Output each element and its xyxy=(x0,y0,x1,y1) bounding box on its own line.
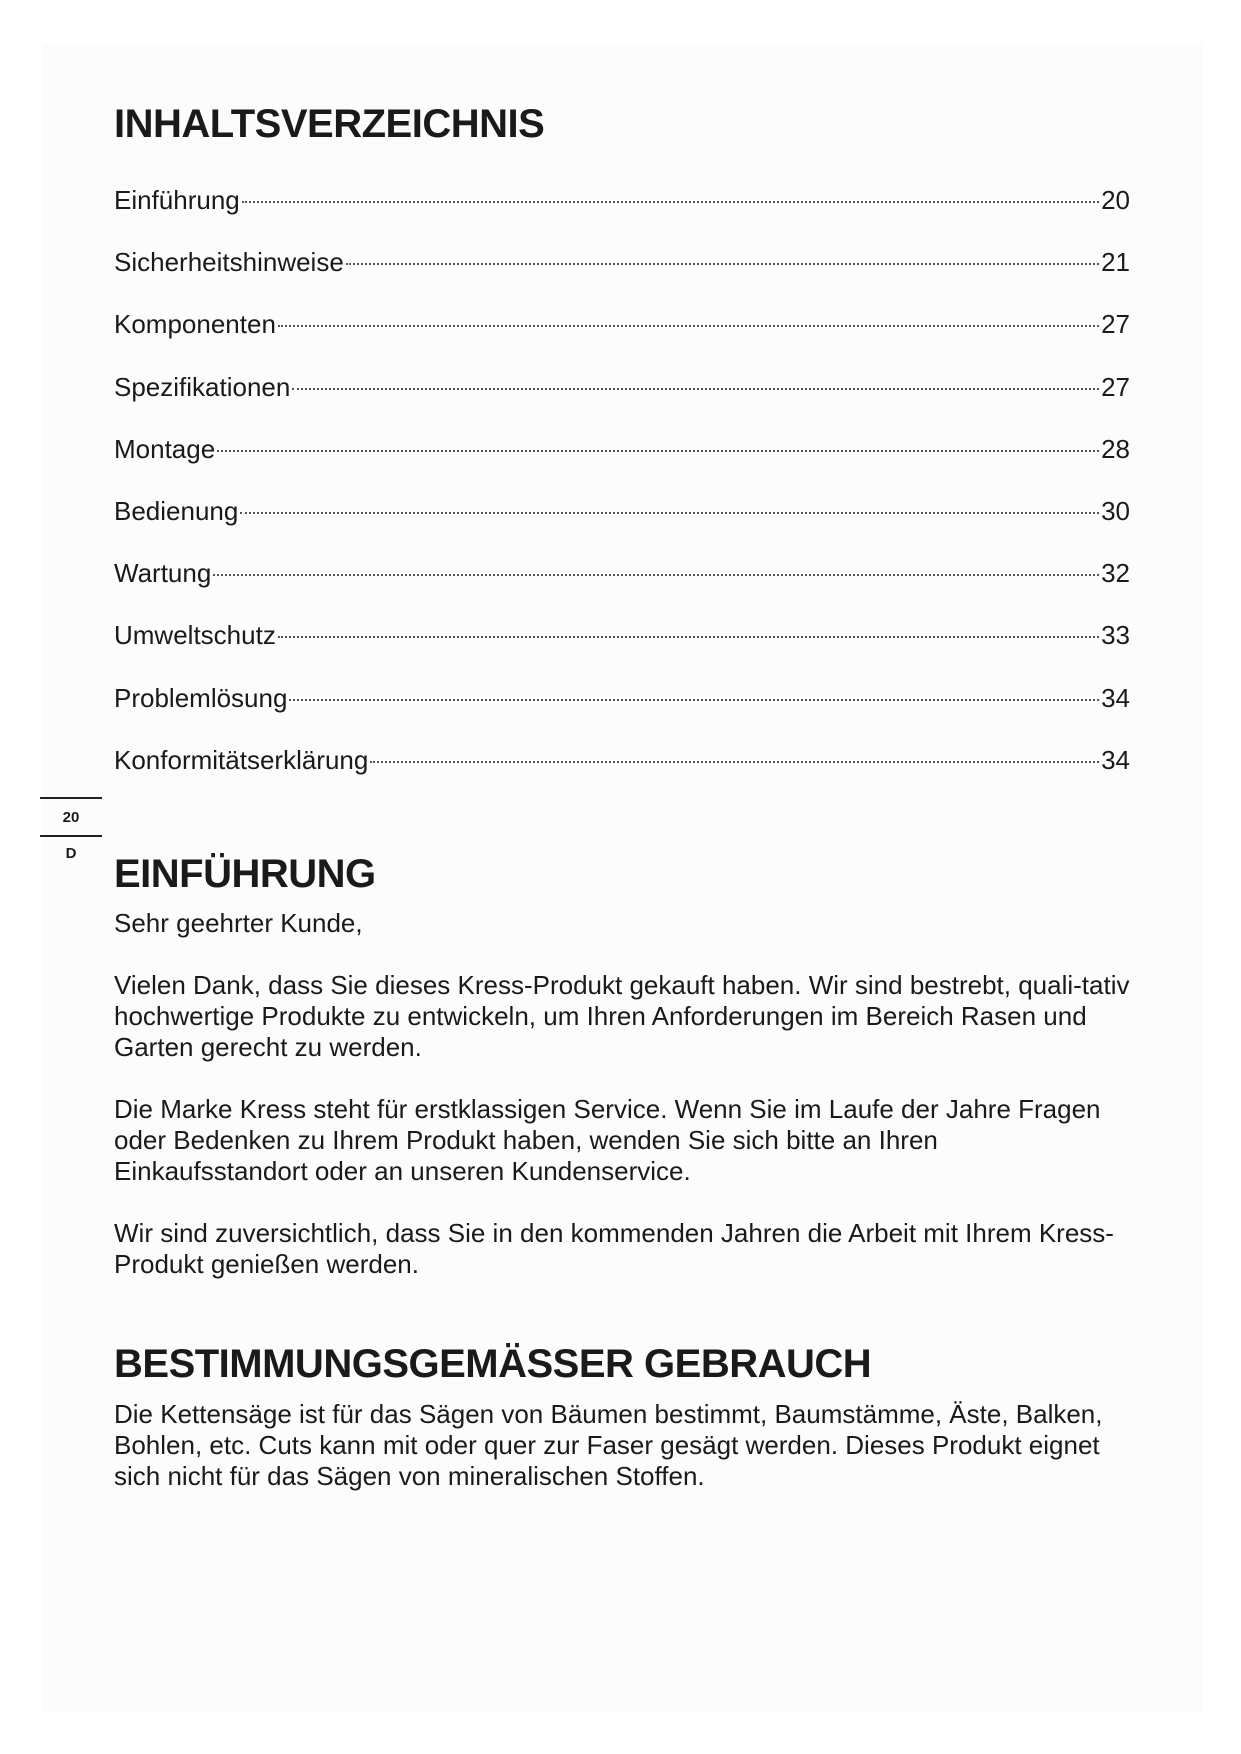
toc-entry[interactable] xyxy=(114,367,1130,429)
toc-leader-dots xyxy=(217,450,1099,452)
toc-entry-page: 34 xyxy=(1101,744,1130,775)
page-number: 20 xyxy=(62,809,80,826)
intro-paragraph: Die Marke Kress steht für erstklassigen Service. Wenn Sie im Laufe der Jahre Fragen oder Bedenken zu Ihrem Produkt haben, wenden Sie sich bitte an Ihren Einkaufsstandort oder an unseren Kundenservice. xyxy=(114,1094,1101,1186)
toc-entry-page: 32 xyxy=(1101,558,1130,589)
toc-entry[interactable] xyxy=(114,740,1130,802)
toc-entry-page: 28 xyxy=(1101,433,1130,464)
intended-use-paragraph: Die Kettensäge ist für das Sägen von Bäumen bestimmt, Baumstämme, Äste, Balken, Bohlen, etc. Cuts kann mit oder quer zur Faser gesägt werden. Dieses Produkt eignet sich nicht für das Sägen von mineralischen Stoffen. xyxy=(114,1399,1103,1491)
toc-entry-label: Wartung xyxy=(114,558,212,589)
toc-entry[interactable] xyxy=(114,429,1130,491)
toc-entry-page: 33 xyxy=(1101,620,1130,651)
toc-entry[interactable] xyxy=(114,180,1130,242)
intro-paragraph: Wir sind zuversichtlich, dass Sie in den kommenden Jahren die Arbeit mit Ihrem Kress-Produkt genießen werden. xyxy=(114,1218,1114,1279)
intro-heading: EINFÜHRUNG xyxy=(114,852,376,896)
page-marker xyxy=(40,797,102,862)
toc-entry-label: Komponenten xyxy=(114,309,276,340)
toc-leader-dots xyxy=(213,574,1099,576)
language-code: D xyxy=(65,845,77,862)
toc-entry-label: Problemlösung xyxy=(114,682,288,713)
intro-greeting: Sehr geehrter Kunde, xyxy=(114,908,363,938)
table-of-contents xyxy=(114,180,1130,802)
toc-entry-page: 27 xyxy=(1101,309,1130,340)
toc-entry-label: Umweltschutz xyxy=(114,620,276,651)
toc-entry[interactable] xyxy=(114,615,1130,677)
toc-entry-label: Spezifikationen xyxy=(114,371,291,402)
intro-paragraph: Vielen Dank, dass Sie dieses Kress-Produkt gekauft haben. Wir sind bestrebt, quali-tativ hochwertige Produkte zu entwickeln, um Ihren Anforderungen im Bereich Rasen und Garten gerecht zu werden. xyxy=(114,970,1130,1062)
toc-entry-label: Bedienung xyxy=(114,495,239,526)
toc-leader-dots xyxy=(278,636,1099,638)
toc-entry[interactable] xyxy=(114,678,1130,740)
toc-entry-page: 30 xyxy=(1101,495,1130,526)
toc-entry-label: Konformitätserklärung xyxy=(114,744,369,775)
toc-entry[interactable] xyxy=(114,553,1130,615)
toc-entry-label: Sicherheitshinweise xyxy=(114,247,344,278)
toc-entry[interactable] xyxy=(114,242,1130,304)
toc-entry-page: 20 xyxy=(1101,185,1130,215)
toc-title: INHALTSVERZEICHNIS xyxy=(114,102,545,146)
toc-leader-dots xyxy=(292,388,1099,390)
toc-leader-dots xyxy=(240,512,1099,514)
toc-entry-page: 21 xyxy=(1101,247,1130,278)
toc-entry[interactable] xyxy=(114,304,1130,366)
toc-leader-dots xyxy=(346,263,1099,265)
toc-entry[interactable] xyxy=(114,491,1130,553)
toc-entry-label: Einführung xyxy=(114,185,240,215)
toc-entry-page: 27 xyxy=(1101,371,1130,402)
toc-leader-dots xyxy=(289,699,1099,701)
toc-entry-label: Montage xyxy=(114,433,216,464)
toc-leader-dots xyxy=(242,201,1099,203)
toc-leader-dots xyxy=(370,761,1099,763)
intended-use-heading: BESTIMMUNGSGEMÄSSER GEBRAUCH xyxy=(114,1342,872,1386)
toc-entry-page: 34 xyxy=(1101,682,1130,713)
toc-leader-dots xyxy=(278,325,1099,327)
